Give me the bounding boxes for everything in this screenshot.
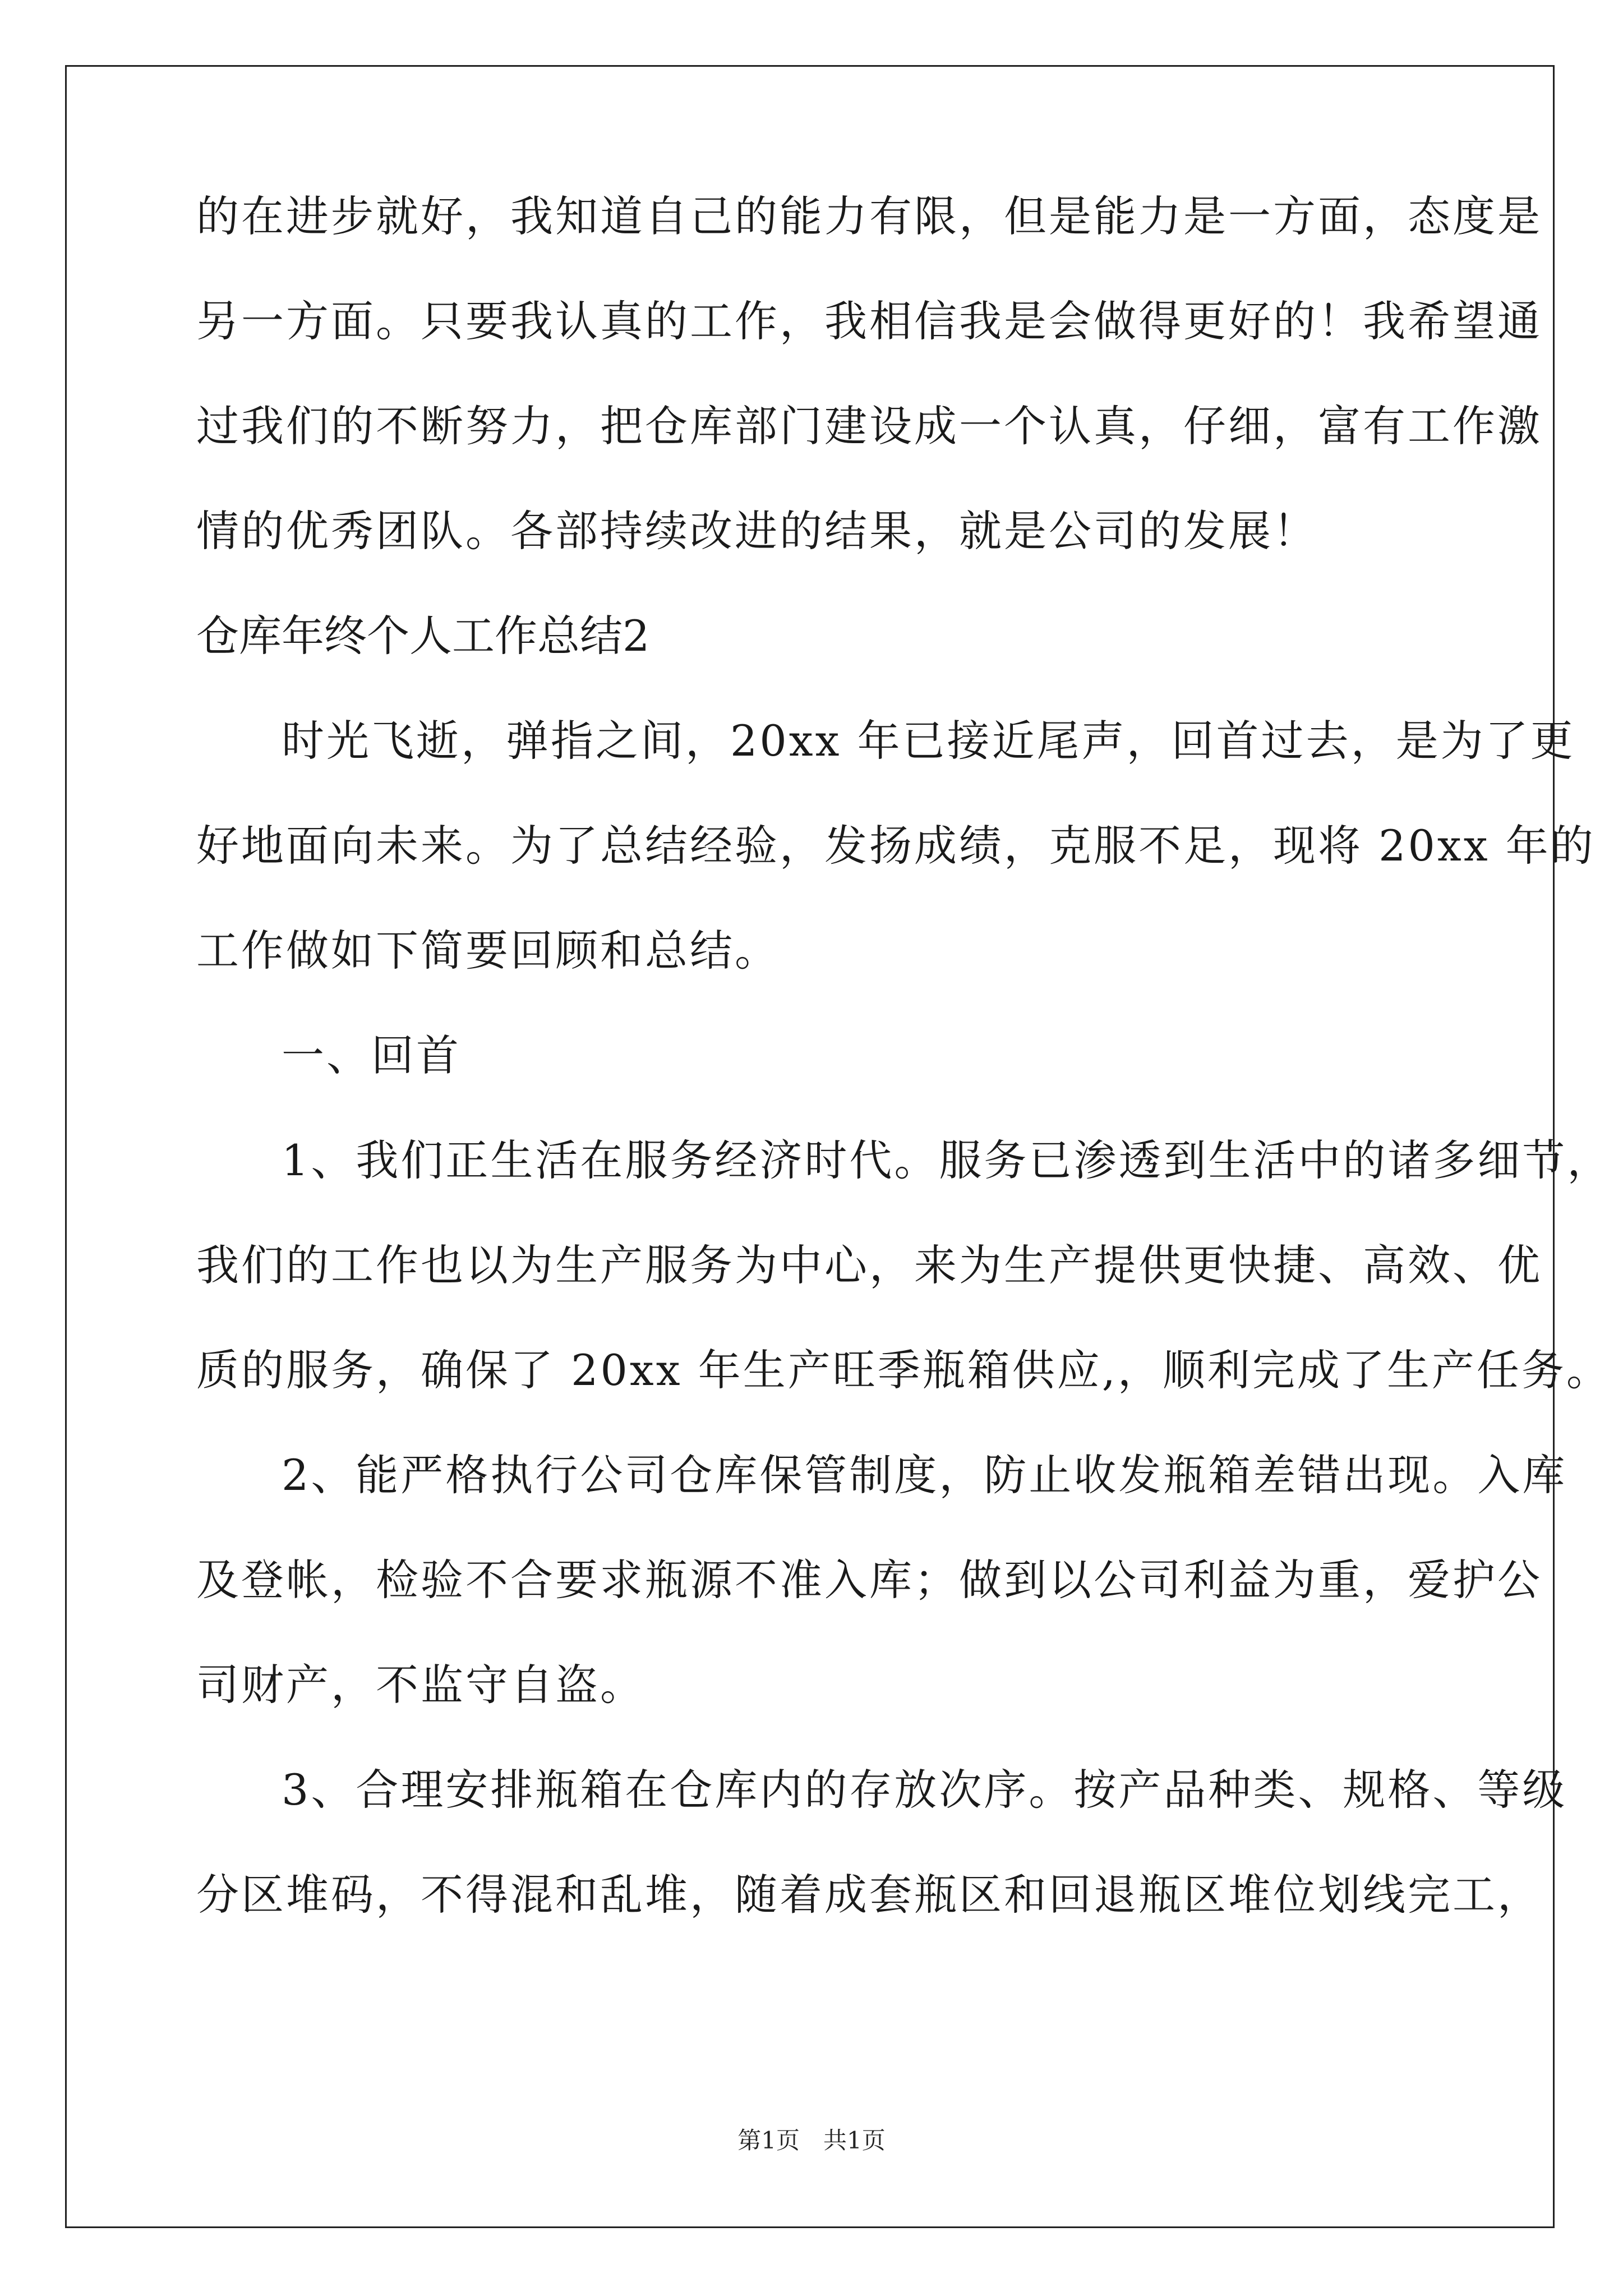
text-line-10: 1、我们正生活在服务经济时代。服务已渗透到生活中的诸多细节， [282, 1135, 1612, 1185]
text-line-16: 3、合理安排瓶箱在仓库内的存放次序。按产品种类、规格、等级 [282, 1765, 1567, 1815]
document-body [196, 191, 1612, 1974]
text-line-8: 工作做如下简要回顾和总结。 [196, 926, 780, 976]
page-number-footer: 第1页 共1页 [737, 2127, 886, 2154]
text-line-15: 司财产，不监守自盗。 [196, 1660, 645, 1710]
subheading-review: 一、回首 [282, 1030, 461, 1080]
text-line-13: 2、能严格执行公司仓库保管制度，防止收发瓶箱差错出现。入库 [282, 1450, 1567, 1500]
text-line-2: 另一方面。只要我认真的工作，我相信我是会做得更好的！我希望通 [196, 296, 1542, 346]
text-line-12: 质的服务，确保了 20xx 年生产旺季瓶箱供应,，顺利完成了生产任务。 [196, 1345, 1611, 1395]
text-line-17: 分区堆码，不得混和乱堆，随着成套瓶区和回退瓶区堆位划线完工， [196, 1870, 1542, 1920]
text-line-7: 好地面向未来。为了总结经验，发扬成绩，克服不足，现将 20xx 年的 [196, 821, 1596, 871]
text-line-11: 我们的工作也以为生产服务为中心，来为生产提供更快捷、高效、优 [196, 1240, 1542, 1290]
text-line-1: 的在进步就好，我知道自己的能力有限，但是能力是一方面，态度是 [196, 191, 1542, 241]
text-line-4: 情的优秀团队。各部持续改进的结果，就是公司的发展！ [196, 506, 1318, 556]
text-line-3: 过我们的不断努力，把仓库部门建设成一个认真，仔细，富有工作激 [196, 401, 1542, 451]
section-heading: 仓库年终个人工作总结2 [196, 611, 650, 661]
text-line-14: 及登帐，检验不合要求瓶源不准入库；做到以公司利益为重，爱护公 [196, 1555, 1542, 1605]
text-line-6: 时光飞逝，弹指之间，20xx 年已接近尾声，回首过去，是为了更 [282, 716, 1575, 766]
